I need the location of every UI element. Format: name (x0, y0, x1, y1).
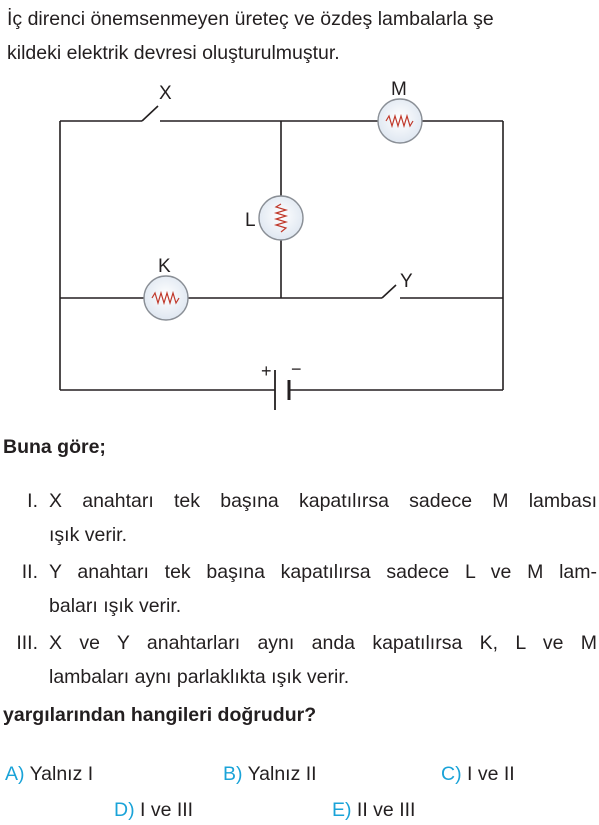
statement-3 (0, 626, 599, 694)
intro-line-2: kildeki elektrik devresi oluşturulmuştur. (7, 42, 340, 64)
option-e[interactable] (332, 799, 415, 822)
option-letter: E) (332, 799, 352, 821)
option-letter: B) (223, 763, 243, 785)
option-b[interactable] (223, 763, 317, 786)
option-text: Yalnız I (29, 763, 94, 785)
statement-number: II. (21, 561, 38, 583)
label-m: M (391, 79, 407, 100)
statement-2 (0, 555, 599, 623)
option-letter: D) (114, 799, 135, 821)
intro-line-1: İç direnci önemsenmeyen üreteç ve özdeş lambalarla şe (7, 8, 494, 30)
lamp-k (144, 276, 188, 320)
problem-intro (7, 2, 599, 70)
option-d[interactable] (114, 799, 193, 822)
option-letter: C) (441, 763, 462, 785)
battery (275, 370, 289, 410)
label-x: X (159, 83, 172, 104)
label-minus: − (291, 359, 302, 379)
option-text: II ve III (356, 799, 416, 821)
switch-x (142, 106, 158, 121)
statement-text: Y anahtarı tek başına kapatılırsa sadece L ve M lam- baları ışık verir. (49, 561, 597, 617)
label-y: Y (400, 271, 413, 292)
lamp-m (378, 99, 422, 143)
switch-y (382, 285, 396, 298)
question-intro: Buna göre; (3, 436, 106, 458)
label-l: L (245, 210, 256, 231)
circuit-wires (60, 106, 503, 390)
option-text: I ve II (467, 763, 515, 785)
statement-text: X anahtarı tek başına kapatılırsa sadece M lambası ışık verir. (49, 490, 597, 546)
option-letter: A) (5, 763, 25, 785)
statement-text: X ve Y anahtarları aynı anda kapatılırsa K, L ve M lambaları aynı parlaklıkta ışık verir. (49, 632, 597, 688)
statement-1 (0, 484, 599, 552)
option-c[interactable] (441, 763, 515, 786)
label-plus: + (261, 361, 272, 381)
option-text: I ve III (140, 799, 194, 821)
statement-number: III. (16, 632, 38, 654)
circuit-diagram (0, 70, 599, 430)
statement-number: I. (27, 490, 38, 512)
question-text: yargılarından hangileri doğrudur? (3, 704, 317, 726)
label-k: K (158, 256, 171, 277)
lamp-l (259, 196, 303, 240)
option-a[interactable] (5, 763, 93, 786)
option-text: Yalnız II (247, 763, 317, 785)
